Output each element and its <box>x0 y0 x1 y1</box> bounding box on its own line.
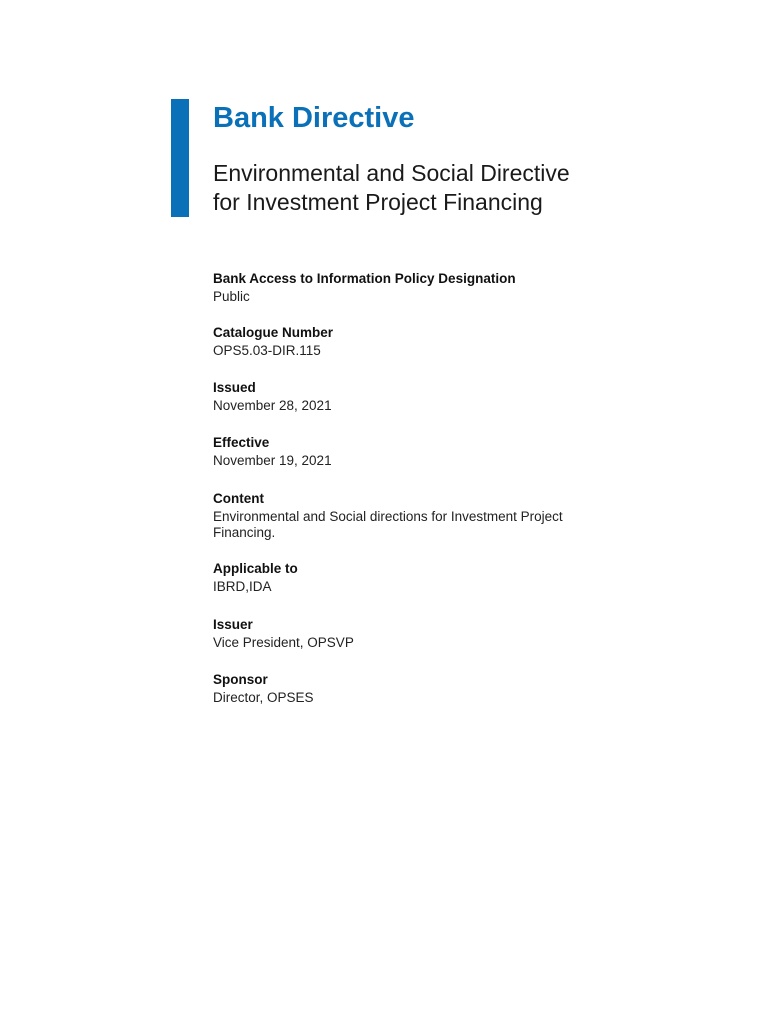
field-applicable-to <box>213 560 593 595</box>
subtitle-line: Environmental and Social Directive <box>213 160 570 186</box>
field-sponsor <box>213 671 593 706</box>
field-value: November 19, 2021 <box>213 453 332 468</box>
field-content <box>213 490 593 541</box>
field-value-line: Financing. <box>213 525 276 540</box>
field-label: Issuer <box>213 617 253 632</box>
field-catalogue-number <box>213 324 593 359</box>
field-value: November 28, 2021 <box>213 398 332 413</box>
field-effective <box>213 434 593 469</box>
field-label: Bank Access to Information Policy Designation <box>213 271 516 286</box>
page-title: Bank Directive <box>213 102 415 134</box>
field-value: Director, OPSES <box>213 690 314 705</box>
field-issuer <box>213 616 593 651</box>
field-label: Effective <box>213 435 270 450</box>
page-subtitle <box>213 159 633 217</box>
title-accent-bar <box>171 99 189 217</box>
field-label: Content <box>213 491 264 506</box>
field-issued <box>213 379 593 414</box>
field-value: OPS5.03-DIR.115 <box>213 343 321 358</box>
field-label: Issued <box>213 380 256 395</box>
field-label: Applicable to <box>213 561 298 576</box>
field-label: Sponsor <box>213 672 268 687</box>
field-access-policy <box>213 270 593 305</box>
field-value: Public <box>213 289 250 304</box>
field-label: Catalogue Number <box>213 325 334 340</box>
field-value <box>213 509 593 541</box>
field-value: Vice President, OPSVP <box>213 635 354 650</box>
field-value-line: Environmental and Social directions for Investment Project <box>213 509 563 524</box>
field-value: IBRD,IDA <box>213 579 272 594</box>
subtitle-line: for Investment Project Financing <box>213 189 543 215</box>
